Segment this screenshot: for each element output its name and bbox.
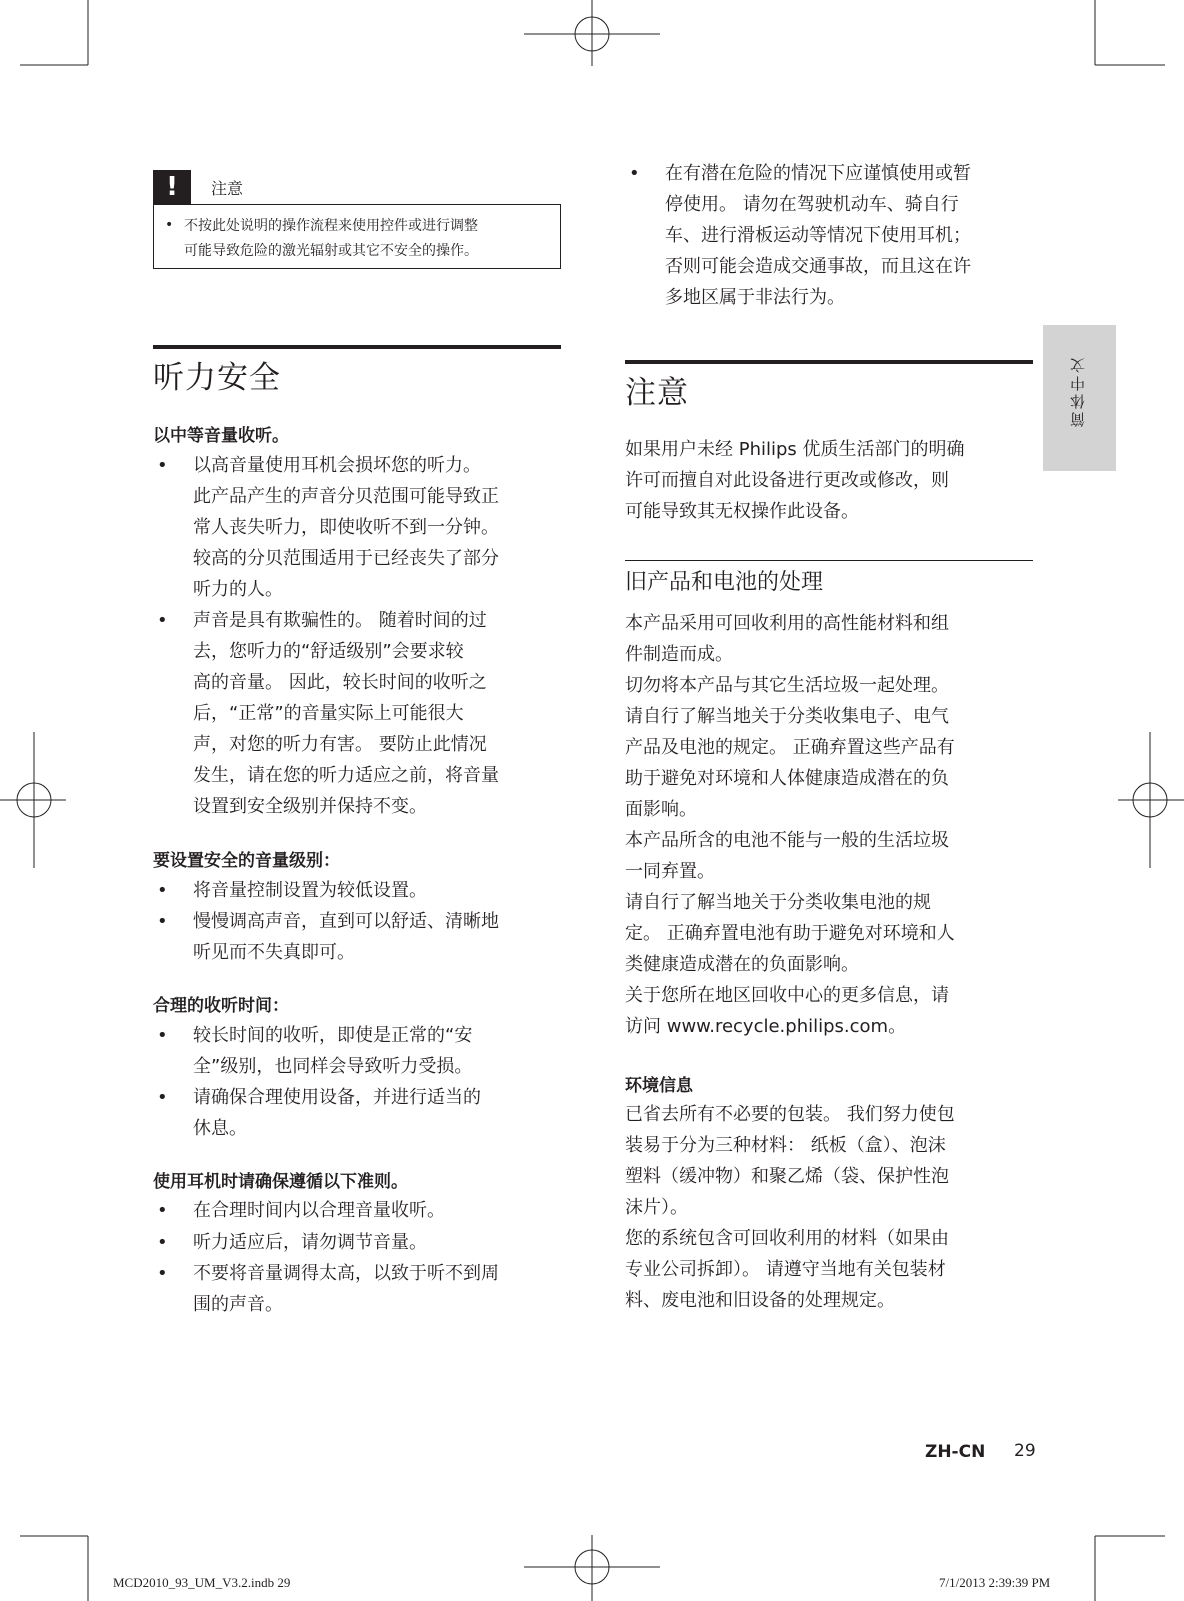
section-heading-disposal: 旧产品和电池的处理 xyxy=(625,570,824,595)
section-rule xyxy=(625,360,1033,364)
language-tab-label: 简体中文 xyxy=(1069,355,1087,427)
bullet-icon: • xyxy=(157,911,168,932)
environment-text: 已省去所有不必要的包装。 我们努力使包 装易于分为三种材料： 纸板（盒）、泡沫 塑料（缓冲物）和聚乙烯（袋、保护性泡 沫片）。 您的系统包含可回收利用的材料（如果由 专业公司拆卸）。 请遵守当地有关包装材 料、废电池和旧设备的处理规定。 xyxy=(625,1104,955,1311)
subheading: 要设置安全的音量级别： xyxy=(153,851,340,871)
bullet-icon: • xyxy=(157,1263,168,1284)
caution-text xyxy=(153,205,561,269)
subheading: 以中等音量收听。 xyxy=(153,426,289,446)
bullet-item: • 在有潜在危险的情况下应谨慎使用或暂 停使用。 请勿在驾驶机动车、骑自行 车、进行滑板运动等情况下使用耳机； 否则可能会造成交通事故，而且这在许 多地区属于非法行为。 xyxy=(665,158,1045,313)
print-slug-file: MCD2010_93_UM_V3.2.indb 29 xyxy=(113,1575,291,1590)
bullet-item: • 以高音量使用耳机会损坏您的听力。 此产品产生的声音分贝范围可能导致正 常人丧失听力，即使收听不到一分钟。 较高的分贝范围适用于已经丧失了部分 听力的人。 xyxy=(193,450,573,605)
caution-box xyxy=(153,170,561,270)
bullet-icon: • xyxy=(157,880,168,901)
section-rule xyxy=(625,560,1033,561)
print-slug-timestamp: 7/1/2013 2:39:39 PM xyxy=(939,1575,1051,1590)
bullet-item: • 将音量控制设置为较低设置。 xyxy=(193,875,573,906)
bullet-item: • 请确保合理使用设备，并进行适当的 休息。 xyxy=(193,1082,573,1144)
bullet-icon: • xyxy=(165,217,174,233)
bullet-item: • 声音是具有欺骗性的。 随着时间的过 去，您听力的“舒适级别”会要求较 高的音量。 因此，较长时间的收听之 后，“正常”的音量实际上可能很大 声，对您的听力有害。 要防止此情况 发生，请在您的听力适应之前，将音量 设置到安全级别并保持不变。 xyxy=(193,605,573,822)
bullet-item: • 较长时间的收听，即使是正常的“安 全”级别，也同样会导致听力受损。 xyxy=(193,1020,573,1082)
bullet-icon: • xyxy=(629,163,640,184)
section-rule xyxy=(153,345,561,349)
caution-title: 注意 xyxy=(211,179,244,198)
footer-language: ZH-CN xyxy=(925,1442,986,1462)
disposal-text: 本产品采用可回收利用的高性能材料和组 件制造而成。 切勿将本产品与其它生活垃圾一起处理。 请自行了解当地关于分类收集电子、电气 产品及电池的规定。 正确弃置这些产品有 助于避免对环境和人体健康造成潜在的负 面影响。 本产品所含的电池不能与一般的生活垃圾 一同弃置。 请自行了解当地关于分类收集电池的规 定。 正确弃置电池有助于避免对环境和人 类健康造成潜在的负面影响。 关于您所在地区回收中心的更多信息，请 访问 www.recycle.philips.com。 xyxy=(625,613,955,1037)
bullet-item: • 不要将音量调得太高，以致于听不到周 围的声音。 xyxy=(193,1258,573,1320)
bullet-icon: • xyxy=(157,610,168,631)
subheading: 使用耳机时请确保遵循以下准则。 xyxy=(153,1172,408,1192)
subheading: 合理的收听时间： xyxy=(153,996,289,1016)
bullet-item: • 在合理时间内以合理音量收听。 xyxy=(193,1195,573,1226)
section-heading-notice: 注意 xyxy=(625,375,689,411)
subheading-environment: 环境信息 xyxy=(625,1076,693,1096)
page-number: 29 xyxy=(1014,1441,1036,1461)
language-side-tab xyxy=(1043,325,1116,471)
bullet-icon: • xyxy=(157,1200,168,1221)
caution-line: 不按此处说明的操作流程来使用控件或进行调整 xyxy=(184,218,478,234)
caution-line: 可能导致危险的激光辐射或其它不安全的操作。 xyxy=(184,243,478,259)
bullet-icon: • xyxy=(157,1232,168,1253)
exclamation-icon: ! xyxy=(153,170,191,204)
section-heading-hearing: 听力安全 xyxy=(153,360,281,396)
bullet-icon: • xyxy=(157,1087,168,1108)
bullet-icon: • xyxy=(157,1025,168,1046)
notice-text: 如果用户未经 Philips 优质生活部门的明确 许可而擅自对此设备进行更改或修改，则 可能导致其无权操作此设备。 xyxy=(625,439,965,522)
bullet-item: • 听力适应后，请勿调节音量。 xyxy=(193,1227,573,1258)
caution-header xyxy=(153,170,561,205)
bullet-item: • 慢慢调高声音，直到可以舒适、清晰地 听见而不失真即可。 xyxy=(193,906,573,968)
bullet-icon: • xyxy=(157,455,168,476)
